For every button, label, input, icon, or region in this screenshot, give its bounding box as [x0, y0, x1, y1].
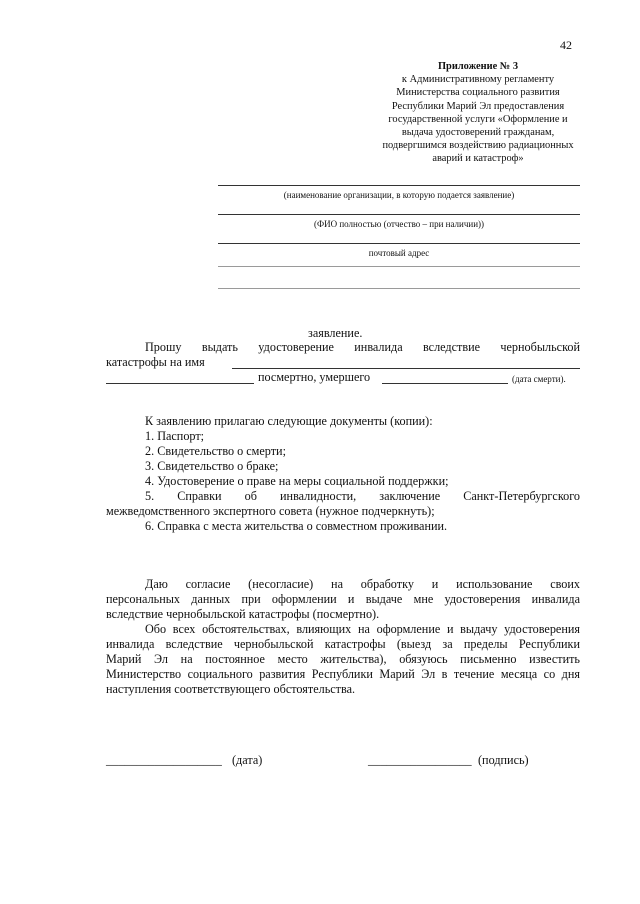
applicant-name-line[interactable]	[232, 368, 580, 369]
appendix-block	[360, 60, 596, 166]
death-date-hint: (дата смерти).	[512, 374, 566, 384]
document-item-continued: межведомственного экспертного совета (нужное подчеркнуть);	[106, 504, 435, 518]
postal-caption: почтовый адрес	[368, 248, 430, 258]
statement-posthumous: посмертно, умершего	[258, 370, 371, 384]
obligation-line: Марий Эл на постоянное место жительства), обязуюсь письменно известить	[106, 652, 580, 666]
obligation-line: инвалида вследствие чернобыльской катастрофы (выезд за пределы Республики	[106, 637, 580, 651]
document-item: 4. Удостоверение о праве на меры социальной поддержки;	[145, 474, 449, 488]
appendix-line: Министерства социального развития	[396, 87, 560, 99]
postal-input-line[interactable]	[218, 243, 580, 244]
page-number: 42	[560, 38, 572, 52]
organization-caption: (наименование организации, в которую подается заявление)	[283, 190, 515, 200]
fio-input-line[interactable]	[218, 214, 580, 215]
obligation-line: Обо всех обстоятельствах, влияющих на оформление и выдачу удостоверения	[145, 622, 580, 636]
appendix-line: государственной услуги «Оформление и	[388, 113, 568, 125]
deceased-name-line[interactable]	[106, 383, 254, 384]
postal-address-line[interactable]	[218, 266, 580, 267]
postal-address-line[interactable]	[218, 288, 580, 289]
death-date-line[interactable]	[382, 383, 508, 384]
document-item: 1. Паспорт;	[145, 429, 205, 443]
document-item: 6. Справка с места жительства о совместном проживании.	[145, 519, 448, 533]
consent-line: вследствие чернобыльской катастрофы (посмертно).	[106, 607, 380, 621]
signature-label: (подпись)	[478, 753, 529, 767]
appendix-line: подвергшимся воздействию радиационных	[382, 140, 574, 152]
obligation-line: Министерство социального развития Республики Марий Эл в течение месяца со дня	[106, 667, 580, 681]
document-item: 2. Свидетельство о смерти;	[145, 444, 286, 458]
appendix-line: выдача удостоверений гражданам,	[401, 127, 555, 139]
signature-input-line[interactable]: _________________	[368, 753, 472, 767]
consent-line: Даю согласие (несогласие) на обработку и использование своих	[145, 577, 580, 591]
appendix-line: к Административному регламенту	[401, 74, 555, 86]
consent-line: персональных данных при оформлении и выдаче мне удостоверения инвалида	[106, 592, 580, 606]
obligation-line: наступления соответствующего обстоятельства.	[106, 682, 356, 696]
statement-heading: заявление.	[308, 326, 363, 340]
statement-name-label: катастрофы на имя	[106, 355, 205, 369]
fio-caption: (ФИО полностью (отчество – при наличии))	[314, 219, 484, 229]
statement-line: Прошу выдать удостоверение инвалида вследствие чернобыльской	[145, 340, 580, 354]
document-item: 5. Справки об инвалидности, заключение Санкт-Петербургского	[145, 489, 580, 503]
appendix-line: Республики Марий Эл предоставления	[391, 100, 565, 112]
appendix-line: аварий и катастроф»	[432, 153, 524, 165]
documents-intro: К заявлению прилагаю следующие документы (копии):	[145, 414, 433, 428]
appendix-title: Приложение № 3	[437, 61, 519, 72]
date-input-line[interactable]: ___________________	[106, 753, 222, 767]
document-item: 3. Свидетельство о браке;	[145, 459, 279, 473]
organization-input-line[interactable]	[218, 185, 580, 186]
date-label: (дата)	[232, 753, 263, 767]
